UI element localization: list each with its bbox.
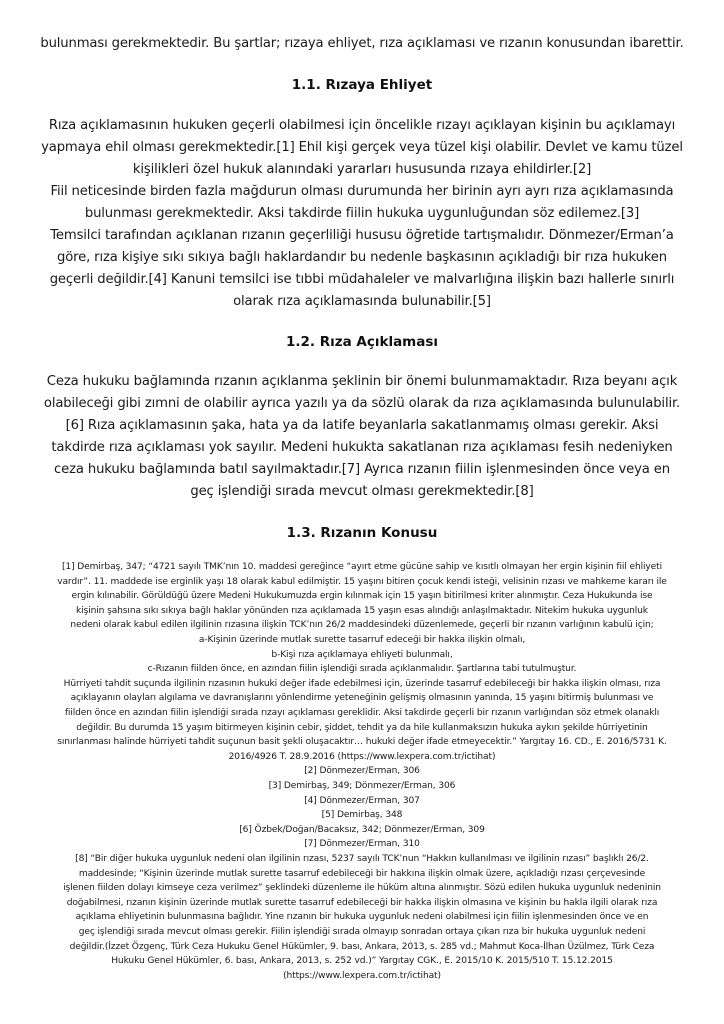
footnote-line: ergin kılınabilir. Görüldüğü üzere Medeni Hukukumuzda ergin kılınmak için 15 yaşın bitirilmesi kriter alınmıştır. Ceza Hukukunda ise (71, 591, 653, 602)
paragraph-line: ceza hukuku bağlamında batıl sayılmaktadır.[7] Ayrıca rızanın fiilin işlenmesinden önce veya en (54, 462, 670, 477)
footnote-line: işlenen fiilden dolayı kimseye ceza verilmez” şeklindeki düzenleme ile hüküm altına alınmıştır. Sözü edilen hukuka uygunluk nedeninin (63, 883, 661, 894)
paragraph-line: Fiil neticesinde birden fazla mağdurun olması durumunda her birinin ayrı ayrı rıza açıklamasında (50, 184, 674, 199)
footnote-line: değildir.(İzzet Özgenç, Türk Ceza Hukuku Genel Hükümler, 9. bası, Ankara, 2013, s. 285 vd.; Mahmut Koca-İlhan Üzülmez, Türk Ceza (69, 941, 655, 952)
footnote-line: değildir. Bu durumda 15 yaşım bitirmeyen kişinin cebir, şiddet, tehdit ya da hile kullanmaksızın hukuka aykırı şekilde hürriyetinin (76, 722, 648, 733)
section-heading-rizanin-konusu: 1.3. Rızanın Konusu (286, 525, 438, 541)
paragraph-line: göre, rıza kişiye sıkı sıkıya bağlı haklardandır bu nedenle başkasının açıkladığı bir rıza hukuken (57, 250, 667, 265)
footnote-line: [2] Dönmezer/Erman, 306 (304, 766, 420, 777)
paragraph-line: bulunması gerekmektedir. Aksi takdirde fiilin hukuka uygunluğundan söz edilemez.[3] (84, 206, 640, 221)
footnote-line: [1] Demirbaş, 347; “4721 sayılı TMK’nın 10. maddesi gereğince “ayırt etme gücüne sahip ve kısıtlı olmayan her ergin kişinin fiil ehliyeti (62, 562, 662, 572)
footnote-line: sınırlanması halinde hürriyeti tahdit suçunun basit şekli oluşacaktır… hukuki değer ifade etmeyecektir.” Yargıtay 16. CD., E. 2016/5731 K. (57, 737, 667, 748)
paragraph-line: geç işlendiği sırada mevcut olması gerekmektedir.[8] (190, 484, 534, 499)
paragraph-line: kişilikleri özel hukuk alanındaki yararları hususunda rızaya ehildirler.[2] (132, 162, 592, 177)
section-heading-riza-aciklamasi: 1.2. Rıza Açıklaması (285, 334, 439, 350)
footnote-line: 2016/4926 T. 28.9.2016 (https://www.lexpera.com.tr/ictihat) (228, 751, 496, 762)
footnote-line: a-Kişinin üzerinde mutlak surette tasarruf edeceği bir hakka ilişkin olmalı, (198, 635, 526, 645)
footnote-line: c-Rızanın fiilden önce, en azından fiilin işlendiği sırada açıklanmalıdır. Şartlarına tabi tutulmuştur. (147, 664, 577, 675)
footnote-line: açıklama ehliyetinin bulunmasına bağlıdır. Yine rızanın bir hukuka uygunluk nedeni olabilmesi için fiilin işlenmesinden önce ve en (75, 912, 649, 923)
footnote-line: [7] Dönmezer/Erman, 310 (304, 839, 420, 850)
footnote-line: doğabilmesi, rızanın kişinin üzerinde mutlak surette tasarruf edebileceği bir hakka ilişkin olmasına ve kişinin bu hakla ilgili olarak rıza (66, 897, 658, 908)
footnote-line: [8] “Bir diğer hukuka uygunluk nedeni olan ilgilinin rızası, 5237 sayılı TCK’nun “Hakkın kullanılması ve ilgilinin rızası” başlıklı 26/2. (75, 854, 649, 864)
section-heading-rizaya-ehliyet: 1.1. Rızaya Ehliyet (291, 77, 433, 93)
footnote-line: nedeni olarak kabul edilen ilgilinin rızasına ilişkin TCK’nın 26/2 maddesindeki düzenlemede, geçerli bir rızanın varlığının kabulü için; (70, 620, 654, 631)
paragraph-line: [6] Rıza açıklamasının şaka, hata ya da latife beyanlarla sakatlanmamış olması gerekir. Aksi (65, 418, 659, 433)
footnote-line: [3] Demirbaş, 349; Dönmezer/Erman, 306 (268, 781, 456, 791)
paragraph-line: geçerli değildir.[4] Kanuni temsilci ise tıbbi müdahaleler ve malvarlığına ilişkin bazı hallerle sınırlı (49, 272, 675, 287)
footnote-line: kişinin şahsına sıkı sıkıya bağlı haklar yönünden rıza açıklamada 15 yaşın esas alındığı anlaşılmaktadır. Nitekim hukuka uygunluk (76, 605, 648, 616)
footnote-line: [5] Demirbaş, 348 (321, 810, 403, 821)
footnote-link-line: (https://www.lexpera.com.tr/ictihat) (283, 970, 441, 981)
footnote-line: geç işlendiği sırada mevcut olması gerekir. Fiilin işlendiği sırada olmayıp sonradan ortaya çıkan rıza bir hukuka uygunluk nedeni (78, 927, 646, 937)
paragraph-line: yapmaya ehil olması gerekmektedir.[1] Ehil kişi gerçek veya tüzel kişi olabilir. Devlet ve kamu tüzel (41, 140, 683, 155)
paragraph-line: Ceza hukuku bağlamında rızanın açıklanma şeklinin bir önemi bulunmamaktadır. Rıza beyanı açık (46, 374, 678, 389)
footnote-line: fiilden önce en azından fiilin işlendiği sırada rızayı açıklaması gereklidir. Aksi takdirde geçerli bir rızanın varlığından söz etmek olanaklı (64, 708, 660, 718)
footnote-line: Hürriyeti tahdit suçunda ilgilinin rızasının hukuki değer ifade edebilmesi için, üzerinde tasarruf edebileceği bir hakka ilişkin olması, rıza (63, 678, 661, 689)
footnote-line: Hukuku Genel Hükümler, 6. bası, Ankara, 2013, s. 252 vd.)” Yargıtay CGK., E. 2015/10 K. 2015/510 T. 15.12.2015 (111, 956, 613, 967)
footnote-line: maddesinde; “Kişinin üzerinde mutlak surette tasarruf edebileceği bir hakkına ilişkin olmak üzere, açıkladığı rızası çerçevesinde (78, 868, 646, 879)
paragraph-line: olabileceği gibi zımni de olabilir ayrıca yazılı ya da sözlü olarak da rıza açıklamasında bulunulabilir. (43, 396, 681, 411)
footnote-line: [4] Dönmezer/Erman, 307 (304, 795, 420, 806)
paragraph-line: Temsilci tarafından açıklanan rızanın geçerliliği hususu öğretide tartışmalıdır. Dönmezer/Erman’a (50, 228, 674, 243)
paragraph-line: Rıza açıklamasının hukuken geçerli olabilmesi için öncelikle rızayı açıklayan kişinin bu açıklamayı (48, 118, 676, 133)
footnote-line: açıklayanın olayları algılama ve davranışlarını yönlendirme yeteneğinin gelişmiş olmasının yanında, 15 yaşını bitirmiş bulunması ve (70, 693, 654, 704)
footnote-line: b-Kişi rıza açıklamaya ehliyeti bulunmalı, (271, 649, 453, 660)
paragraph-line: takdirde rıza açıklaması yok sayılır. Medeni hukukta sakatlanan rıza açıklaması fesih nedeniyken (51, 440, 673, 455)
footnote-line: [6] Özbek/Doğan/Bacaksız, 342; Dönmezer/Erman, 309 (239, 824, 485, 835)
footnote-line: vardır”. 11. maddede ise erginlik yaşı 18 olarak kabul edilmiştir. 15 yaşını bitiren çocuk kendi isteği, velisinin rızası ve mahkeme kararı ile (57, 576, 667, 587)
intro-line: bulunması gerekmektedir. Bu şartlar; rızaya ehliyet, rıza açıklaması ve rızanın konusundan ibarettir. (40, 36, 684, 51)
paragraph-line: olarak rıza açıklamasında bulunabilir.[5] (233, 294, 491, 309)
